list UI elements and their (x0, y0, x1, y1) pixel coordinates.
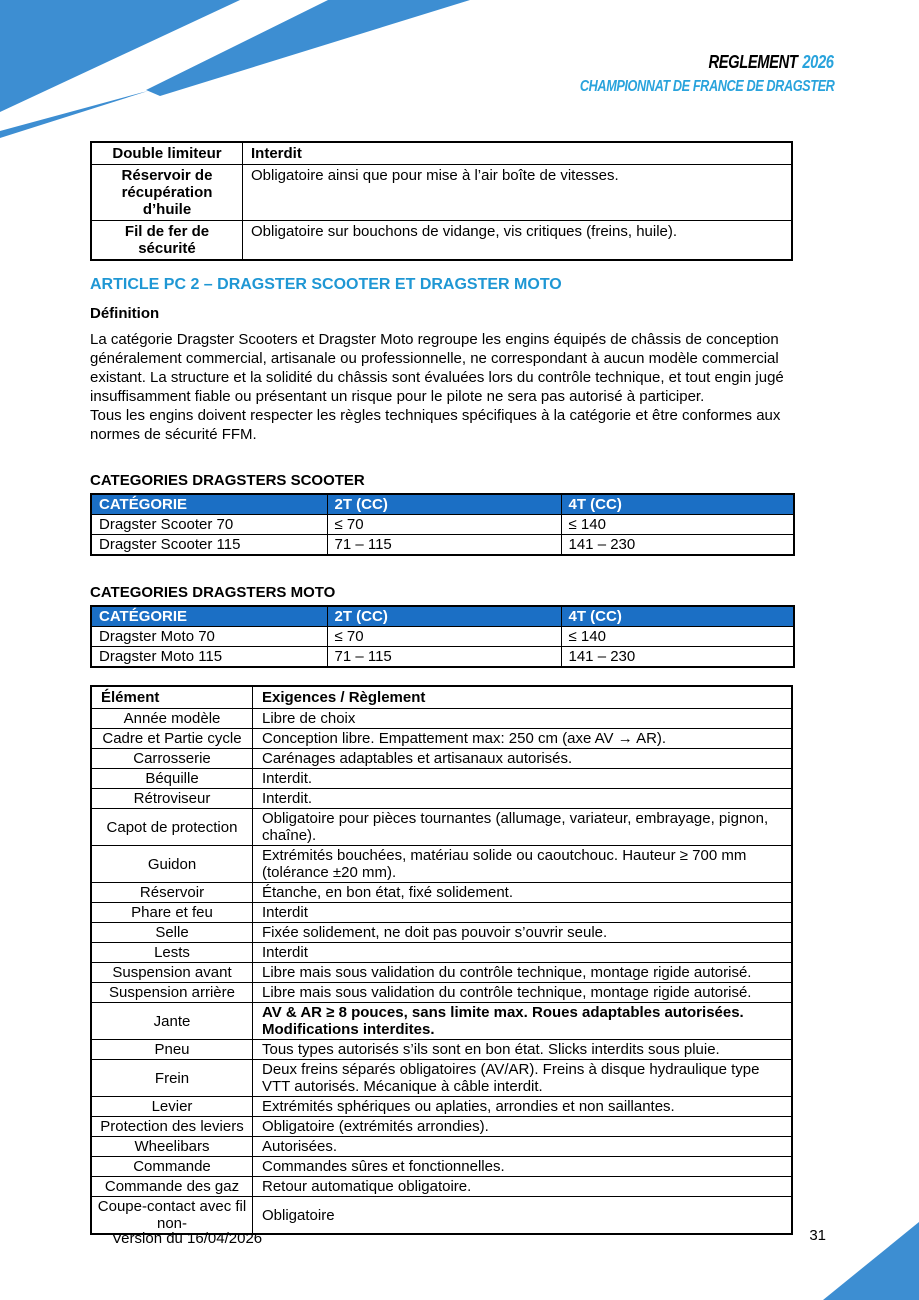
element-requirement: Étanche, en bon état, fixé solidement. (253, 883, 793, 903)
element-requirement: Carénages adaptables et artisanaux autorisés. (253, 749, 793, 769)
column-header: Exigences / Règlement (253, 686, 793, 709)
table-row (91, 709, 792, 729)
element-requirement: Retour automatique obligatoire. (253, 1177, 793, 1197)
table-row (91, 1197, 792, 1235)
element-name: Jante (91, 1003, 253, 1040)
element-requirement: Obligatoire (extrémités arrondies). (253, 1117, 793, 1137)
table-header-row (91, 686, 792, 709)
document-header (524, 52, 834, 96)
table-row (91, 1177, 792, 1197)
cell: 71 – 115 (327, 647, 561, 668)
row-label: Fil de fer de sécurité (91, 221, 243, 261)
paragraph-text: Tous les engins doivent respecter les règles techniques spécifiques à la catégorie et être conformes aux normes de sécurité FFM. (90, 407, 781, 443)
cell: Dragster Moto 70 (91, 627, 327, 647)
element-requirement: Obligatoire pour pièces tournantes (allumage, variateur, embrayage, pignon, chaîne). (253, 809, 793, 846)
element-requirement: Interdit (253, 943, 793, 963)
table-row (91, 1040, 792, 1060)
page-content (90, 141, 812, 1235)
element-requirement: Obligatoire (253, 1197, 793, 1235)
element-name: Suspension avant (91, 963, 253, 983)
element-name: Selle (91, 923, 253, 943)
table-row (91, 1097, 792, 1117)
cell: Dragster Scooter 70 (91, 515, 327, 535)
cell: 141 – 230 (561, 535, 794, 556)
column-header: Élément (91, 686, 253, 709)
table-row (91, 769, 792, 789)
brand-line1 (524, 52, 834, 73)
reglement-title (709, 52, 834, 73)
element-requirement: AV & AR ≥ 8 pouces, sans limite max. Roues adaptables autorisées. Modifications interdites. (253, 1003, 793, 1040)
reglement-year: 2026 (802, 52, 834, 72)
element-requirement: Libre de choix (253, 709, 793, 729)
table-row (91, 809, 792, 846)
table-row (91, 729, 792, 749)
corner-swoosh-graphic (0, 0, 480, 140)
element-requirement: Interdit. (253, 789, 793, 809)
element-name: Pneu (91, 1040, 253, 1060)
footer-version-text: Version du 16/04/2026 (112, 1230, 263, 1247)
column-header: 4T (CC) (561, 494, 794, 515)
element-name: Capot de protection (91, 809, 253, 846)
table-row (91, 883, 792, 903)
cell: ≤ 140 (561, 515, 794, 535)
cell: ≤ 70 (327, 515, 561, 535)
element-name: Wheelibars (91, 1137, 253, 1157)
element-name: Frein (91, 1060, 253, 1097)
element-requirement: Commandes sûres et fonctionnelles. (253, 1157, 793, 1177)
row-label: Double limiteur (91, 142, 243, 165)
table-row (91, 1060, 792, 1097)
row-value: Interdit (243, 142, 793, 165)
reglement-word: REGLEMENT (708, 52, 798, 72)
definition-paragraph (90, 330, 812, 444)
element-name: Rétroviseur (91, 789, 253, 809)
element-name: Commande (91, 1157, 253, 1177)
element-requirement: Libre mais sous validation du contrôle technique, montage rigide autorisé. (253, 983, 793, 1003)
cell: 71 – 115 (327, 535, 561, 556)
column-header: CATÉGORIE (91, 606, 327, 627)
table-row (91, 515, 794, 535)
element-requirement: Tous types autorisés s’ils sont en bon état. Slicks interdits sous pluie. (253, 1040, 793, 1060)
definition-label: Définition (90, 305, 160, 322)
table-row (91, 647, 794, 668)
element-requirement: Interdit. (253, 769, 793, 789)
row-value: Obligatoire sur bouchons de vidange, vis critiques (freins, huile). (243, 221, 793, 261)
scooter-categories-table (90, 493, 795, 556)
element-requirement: Libre mais sous validation du contrôle technique, montage rigide autorisé. (253, 963, 793, 983)
championship-subtitle: CHAMPIONNAT DE FRANCE DE DRAGSTER (579, 78, 834, 95)
table-row (91, 1117, 792, 1137)
table-row (91, 923, 792, 943)
column-header: 2T (CC) (327, 606, 561, 627)
column-header: CATÉGORIE (91, 494, 327, 515)
element-requirement: Extrémités bouchées, matériau solide ou caoutchouc. Hauteur ≥ 700 mm (tolérance ±20 mm). (253, 846, 793, 883)
row-value: Obligatoire ainsi que pour mise à l’air boîte de vitesses. (243, 165, 793, 221)
moto-section-title: CATEGORIES DRAGSTERS MOTO (90, 584, 336, 601)
cell: Dragster Moto 115 (91, 647, 327, 668)
element-name: Phare et feu (91, 903, 253, 923)
element-name: Suspension arrière (91, 983, 253, 1003)
element-name: Béquille (91, 769, 253, 789)
table-row (91, 1157, 792, 1177)
row-label: Réservoir de récupération d’huile (91, 165, 243, 221)
element-name: Levier (91, 1097, 253, 1117)
column-header: 4T (CC) (561, 606, 794, 627)
element-name: Guidon (91, 846, 253, 883)
corner-triangle-graphic (823, 1222, 919, 1300)
element-requirement: Fixée solidement, ne doit pas pouvoir s’ouvrir seule. (253, 923, 793, 943)
table-row (91, 165, 792, 221)
table-row (91, 627, 794, 647)
cell: Dragster Scooter 115 (91, 535, 327, 556)
table-row (91, 1137, 792, 1157)
table-row (91, 1003, 792, 1040)
element-requirement: Interdit (253, 903, 793, 923)
table-row (91, 789, 792, 809)
table-row (91, 983, 792, 1003)
elements-requirements-table (90, 685, 793, 1235)
scooter-section-title: CATEGORIES DRAGSTERS SCOOTER (90, 472, 365, 489)
safety-requirements-table (90, 141, 793, 261)
article-heading: ARTICLE PC 2 – DRAGSTER SCOOTER ET DRAGSTER MOTO (90, 276, 562, 293)
element-name: Carrosserie (91, 749, 253, 769)
element-name: Lests (91, 943, 253, 963)
table-row (91, 943, 792, 963)
brand-line2 (524, 73, 834, 96)
element-name: Commande des gaz (91, 1177, 253, 1197)
table-row (91, 142, 792, 165)
element-name: Réservoir (91, 883, 253, 903)
paragraph-text: La catégorie Dragster Scooters et Dragster Moto regroupe les engins équipés de châssis de conception généralement commercial, artisanale ou professionnelle, ne correspondant à aucun modèle commercial existant. La structure et la solidité du châssis sont évaluées lors du contrôle technique, et tout engin jugé insuffisamment fiable ou présentant un risque pour le pilote ne sera pas autorisé à participer. (90, 331, 784, 405)
table-header-row (91, 494, 794, 515)
element-name: Cadre et Partie cycle (91, 729, 253, 749)
element-requirement: Extrémités sphériques ou aplaties, arrondies et non saillantes. (253, 1097, 793, 1117)
table-row (91, 535, 794, 556)
moto-categories-table (90, 605, 795, 668)
cell: 141 – 230 (561, 647, 794, 668)
element-name: Coupe-contact avec fil non- (91, 1197, 253, 1235)
table-row (91, 963, 792, 983)
table-row (91, 846, 792, 883)
element-requirement: Conception libre. Empattement max: 250 cm (axe AV → AR). (253, 729, 793, 749)
cell: ≤ 140 (561, 627, 794, 647)
element-name: Protection des leviers (91, 1117, 253, 1137)
element-name: Année modèle (91, 709, 253, 729)
cell: ≤ 70 (327, 627, 561, 647)
element-requirement: Deux freins séparés obligatoires (AV/AR). Freins à disque hydraulique type VTT autorisés. Mécanique à câble interdit. (253, 1060, 793, 1097)
table-header-row (91, 606, 794, 627)
element-requirement: Autorisées. (253, 1137, 793, 1157)
column-header: 2T (CC) (327, 494, 561, 515)
page-number: 31 (809, 1227, 826, 1244)
table-row (91, 749, 792, 769)
table-row (91, 903, 792, 923)
table-row (91, 221, 792, 261)
